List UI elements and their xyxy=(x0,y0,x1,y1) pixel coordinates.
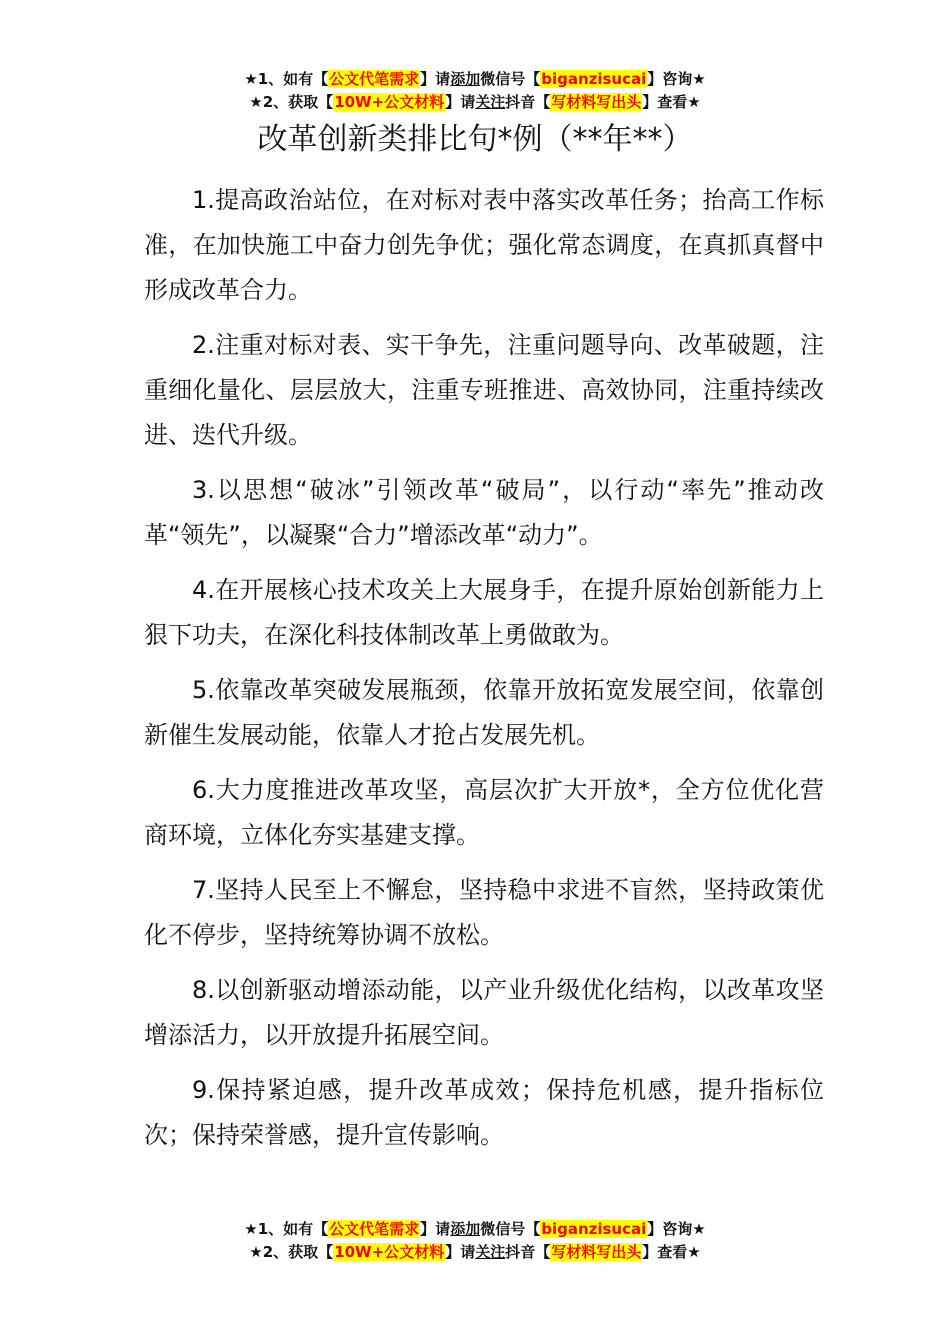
banner-text: 】咨询★ xyxy=(647,1220,706,1238)
banner-text: 】咨询★ xyxy=(647,70,706,88)
paragraph-1: 1.提高政治站位，在对标对表中落实改革任务；抬高工作标准，在加快施工中奋力创先争优；强化常态调度，在真抓真督中形成改革合力。 xyxy=(144,186,824,304)
paragraph-6: 6.大力度推进改革攻坚，高层次扩大开放*，全方位优化营商环境，立体化夯实基建支撑。 xyxy=(144,776,824,849)
banner-highlight: 写材料写出头 xyxy=(551,93,642,111)
banner-text: 】查看★ xyxy=(642,1243,701,1261)
header-banner xyxy=(0,68,950,114)
banner-text: 】查看★ xyxy=(642,93,701,111)
banner-highlight: biganzisucai xyxy=(541,1220,647,1238)
banner-text: 】请 xyxy=(445,93,476,111)
paragraph-9: 9.保持紧迫感，提升改革成效；保持危机感，提升指标位次；保持荣誉感，提升宣传影响。 xyxy=(144,1076,824,1149)
banner-highlight: 公文代笔需求 xyxy=(329,1220,420,1238)
paragraph-3: 3.以思想“破冰”引领改革“破局”，以行动“率先”推动改革“领先”，以凝聚“合力”增添改革“动力”。 xyxy=(144,476,824,549)
banner-text: 微信号【 xyxy=(480,70,541,88)
banner-highlight: 10W+公文材料 xyxy=(334,93,445,111)
banner-text: 】请 xyxy=(445,1243,476,1261)
banner-highlight: 写材料写出头 xyxy=(551,1243,642,1261)
page-title: 改革创新类排比句*例（**年**） xyxy=(257,122,693,157)
banner-text: ★2、获取【 xyxy=(249,93,334,111)
banner-underline: 添加 xyxy=(450,70,481,88)
paragraph-2: 2.注重对标对表、实干争先，注重问题导向、改革破题，注重细化量化、层层放大，注重专班推进、高效协同，注重持续改进、迭代升级。 xyxy=(144,331,824,449)
paragraph-8: 8.以创新驱动增添动能，以产业升级优化结构，以改革攻坚增添活力，以开放提升拓展空间。 xyxy=(144,976,824,1049)
banner-highlight: biganzisucai xyxy=(541,70,647,88)
banner-text: ★1、如有【 xyxy=(244,1220,329,1238)
banner-highlight: 公文代笔需求 xyxy=(329,70,420,88)
banner-text: 】请 xyxy=(420,70,451,88)
paragraph-4: 4.在开展核心技术攻关上大展身手，在提升原始创新能力上狠下功夫，在深化科技体制改革上勇做敢为。 xyxy=(144,576,824,649)
banner-line-2 xyxy=(0,1241,950,1264)
banner-line-1 xyxy=(0,68,950,91)
banner-underline: 关注 xyxy=(475,1243,506,1261)
banner-text: 】请 xyxy=(420,1220,451,1238)
banner-text: 抖音【 xyxy=(505,93,551,111)
banner-text: ★1、如有【 xyxy=(244,70,329,88)
banner-highlight: 10W+公文材料 xyxy=(334,1243,445,1261)
document-body xyxy=(144,178,824,1168)
banner-line-1 xyxy=(0,1218,950,1241)
paragraph-7: 7.坚持人民至上不懈怠，坚持稳中求进不盲然，坚持政策优化不停步，坚持统筹协调不放松。 xyxy=(144,876,824,949)
paragraph-5: 5.依靠改革突破发展瓶颈，依靠开放拓宽发展空间，依靠创新催生发展动能，依靠人才抢占发展先机。 xyxy=(144,676,824,749)
banner-text: 微信号【 xyxy=(480,1220,541,1238)
banner-underline: 添加 xyxy=(450,1220,481,1238)
banner-line-2 xyxy=(0,91,950,114)
banner-text: 抖音【 xyxy=(505,1243,551,1261)
banner-text: ★2、获取【 xyxy=(249,1243,334,1261)
footer-banner xyxy=(0,1218,950,1264)
banner-underline: 关注 xyxy=(475,93,506,111)
